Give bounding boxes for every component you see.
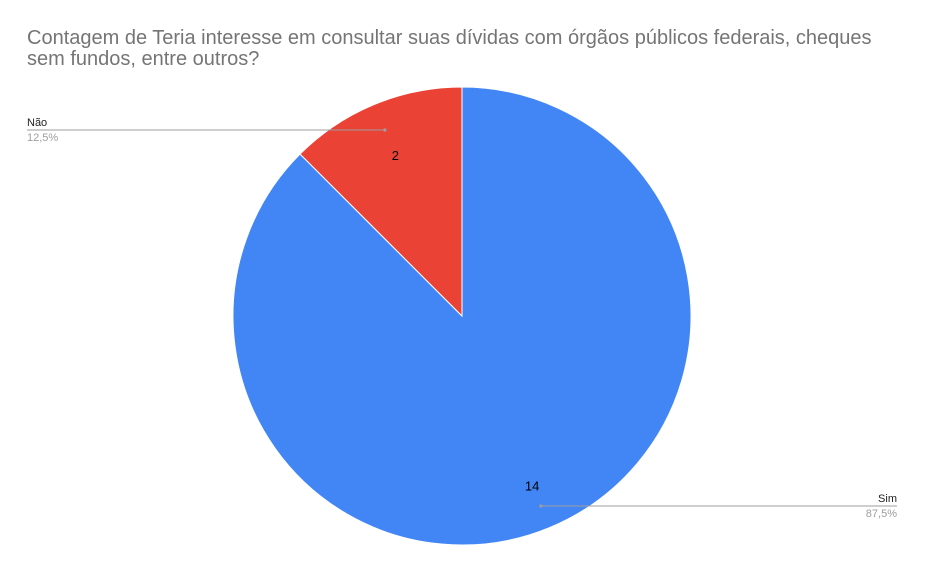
chart-title: Contagem de Teria interesse em consultar suas dívidas com órgãos públicos federais, cheques sem fundos, entre outros?	[27, 27, 872, 70]
slice-value-nao: 2	[391, 148, 400, 164]
slice-value-sim: 14	[524, 478, 540, 494]
leader-dot-nao	[383, 128, 386, 131]
legend-percent-nao: 12,5%	[27, 132, 59, 144]
legend-label-nao: Não	[27, 117, 48, 129]
leader-dot-sim	[539, 504, 542, 507]
legend-label-sim: Sim	[878, 493, 897, 505]
legend-percent-sim: 87,5%	[865, 508, 897, 520]
